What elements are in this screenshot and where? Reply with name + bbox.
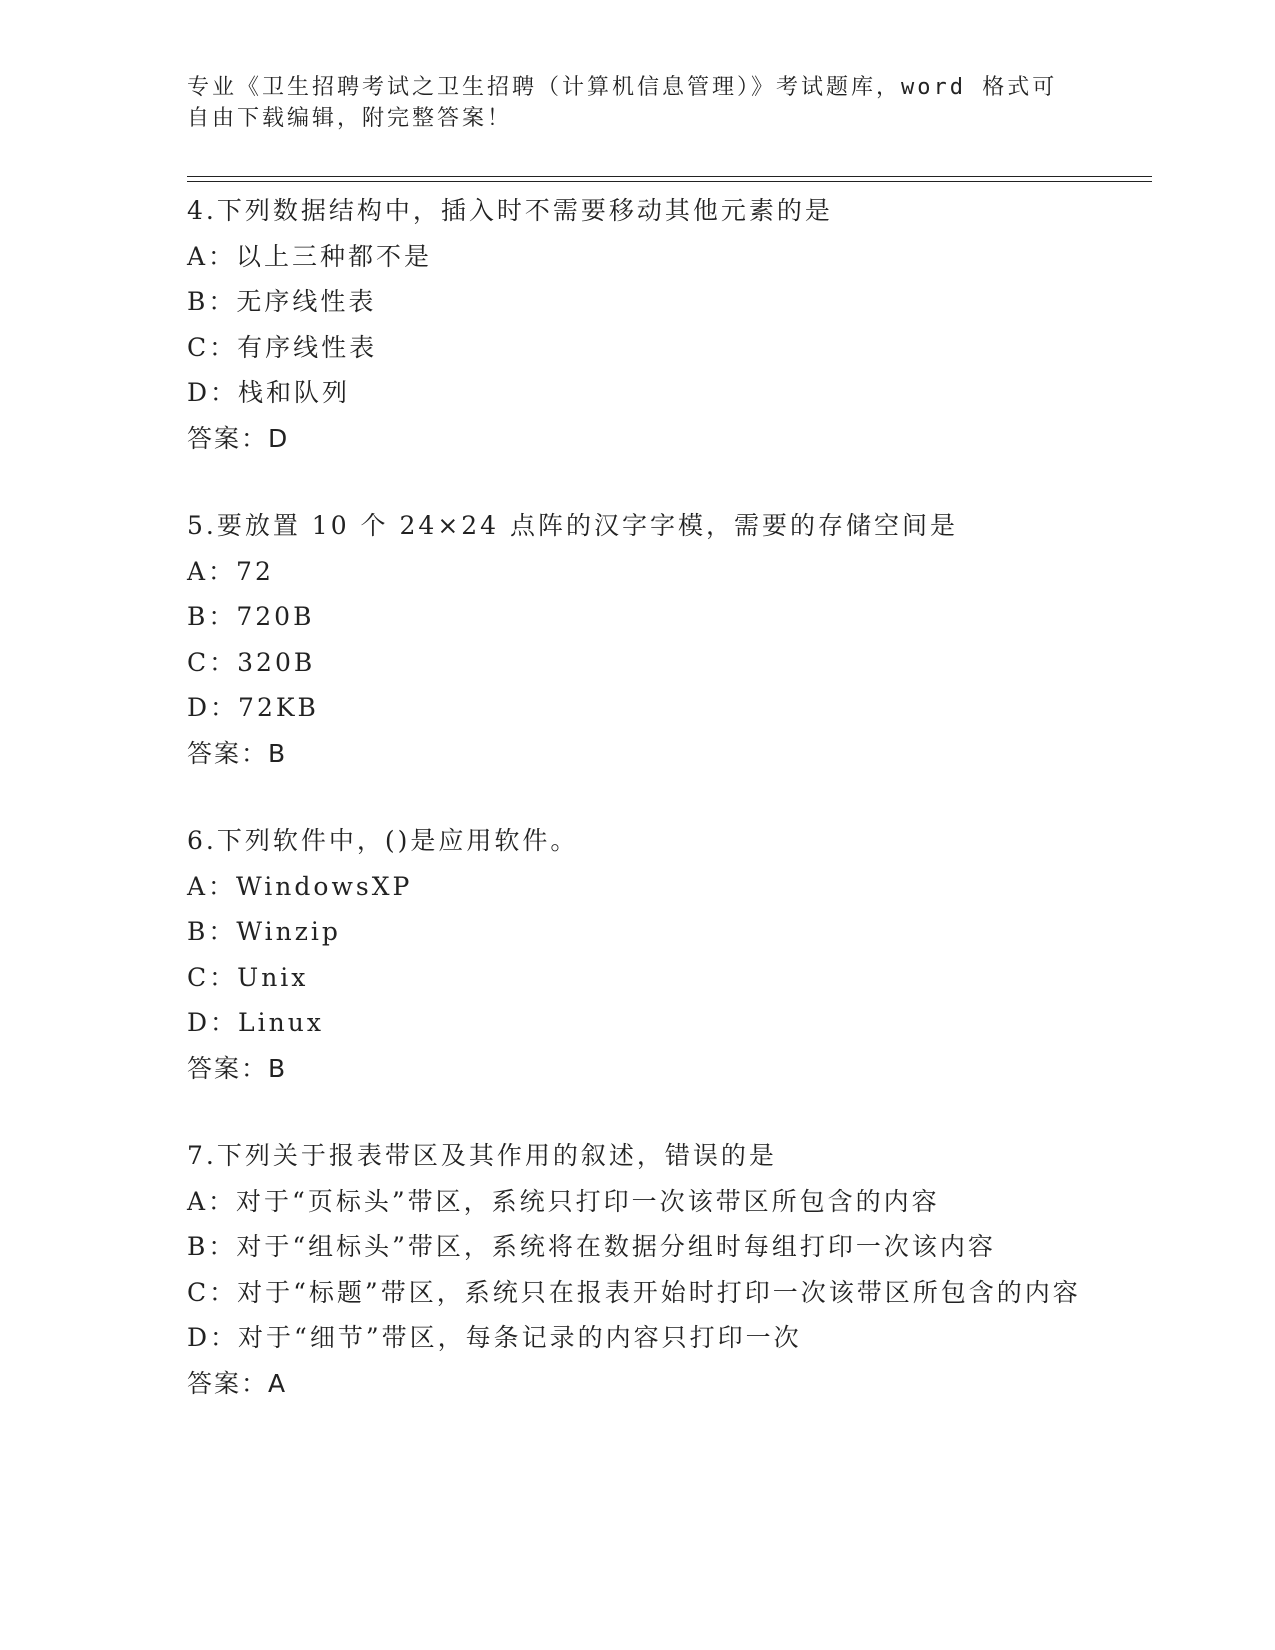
option-d: D：栈和队列 <box>187 378 351 407</box>
question-stem: 7.下列关于报表带区及其作用的叙述，错误的是 <box>187 1141 777 1170</box>
question-gap <box>187 1091 1087 1133</box>
answer: 答案：A <box>187 1368 288 1398</box>
question-stem: 6.下列软件中，()是应用软件。 <box>187 826 579 855</box>
option-a: A：对于“页标头”带区，系统只打印一次该带区所包含的内容 <box>187 1186 940 1216</box>
option-b: B：对于“组标头”带区，系统将在数据分组时每组打印一次该内容 <box>187 1232 996 1261</box>
option-c: C：有序线性表 <box>187 332 378 362</box>
header-divider-top <box>187 176 1152 177</box>
question-stem: 4.下列数据结构中，插入时不需要移动其他元素的是 <box>187 196 833 225</box>
option-a: A：以上三种都不是 <box>187 241 433 271</box>
answer: 答案：B <box>187 1053 288 1083</box>
question-gap <box>187 461 1087 503</box>
question-stem: 5.要放置 10 个 24×24 点阵的汉字字模，需要的存储空间是 <box>187 511 959 540</box>
option-a: A：72 <box>187 556 274 586</box>
question-item <box>187 503 1087 776</box>
answer: 答案：B <box>187 738 288 768</box>
option-d: D：72KB <box>187 693 319 722</box>
option-d: D：对于“细节”带区，每条记录的内容只打印一次 <box>187 1323 802 1352</box>
question-item <box>187 188 1087 461</box>
option-b: B：无序线性表 <box>187 287 377 316</box>
option-b: B：Winzip <box>187 917 341 946</box>
option-c: C：Unix <box>187 962 309 992</box>
document-header: 专业《卫生招聘考试之卫生招聘（计算机信息管理）》考试题库，word 格式可自由下载编辑，附完整答案！ <box>187 75 1058 131</box>
question-gap <box>187 776 1087 818</box>
option-b: B：720B <box>187 602 315 631</box>
question-item <box>187 1133 1087 1406</box>
question-list <box>187 188 1087 1406</box>
option-c: C：对于“标题”带区，系统只在报表开始时打印一次该带区所包含的内容 <box>187 1277 1081 1307</box>
answer: 答案：D <box>187 423 290 453</box>
header-divider-bottom <box>187 181 1152 182</box>
question-item <box>187 818 1087 1091</box>
option-d: D：Linux <box>187 1008 324 1037</box>
option-a: A：WindowsXP <box>187 871 413 901</box>
option-c: C：320B <box>187 647 316 677</box>
